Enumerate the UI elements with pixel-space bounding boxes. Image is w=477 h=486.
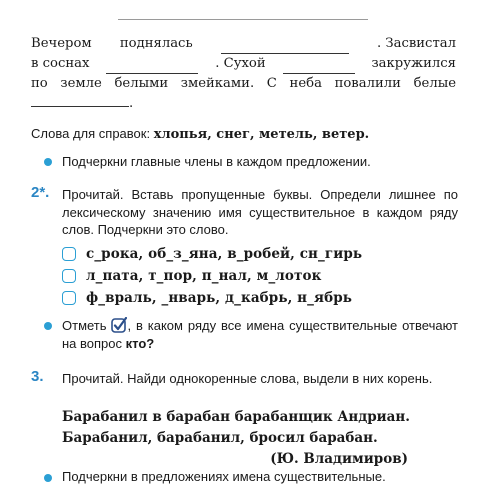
checkbox-3[interactable] bbox=[62, 291, 76, 305]
text-line-3: по земле белыми змейками. С неба повалили белые bbox=[31, 76, 456, 91]
blank-1[interactable] bbox=[221, 41, 349, 54]
checkbox-1[interactable] bbox=[62, 247, 76, 261]
text-line-1: Вечером поднялась . Засвистал bbox=[31, 34, 456, 54]
task-3-text: Прочитай. Найди однокоренные слова, выдели в них корень. bbox=[62, 371, 433, 386]
blank-4[interactable] bbox=[31, 94, 129, 107]
instruction-nouns: Подчеркни в предложениях имена существительные. bbox=[62, 469, 386, 484]
task-2-number: 2*. bbox=[31, 184, 50, 201]
task-2-text: Прочитай. Вставь пропущенные буквы. Определи лишнее по лексическому значению имя существительное в каждом ряду слов. Подчеркни это слово. bbox=[62, 187, 458, 238]
bullet-icon bbox=[44, 474, 52, 482]
option-row-1 bbox=[62, 245, 362, 263]
reference-words: Слова для справок: хлопья, снег, метель, ветер. bbox=[31, 126, 370, 142]
exercise-text bbox=[31, 34, 456, 114]
poem-line-2: Барабанил, барабанил, бросил барабан. bbox=[62, 430, 378, 446]
bullet-icon bbox=[44, 322, 52, 330]
text-line-4: . bbox=[31, 94, 456, 114]
option-2-label: л_пата, т_пор, п_нал, м_лоток bbox=[86, 268, 322, 284]
task-3-number: 3. bbox=[31, 368, 44, 385]
blank-3[interactable] bbox=[283, 61, 355, 74]
top-rule bbox=[118, 19, 368, 20]
option-row-2 bbox=[62, 267, 321, 285]
option-1-label: с_рока, об_з_яна, в_робей, сн_гирь bbox=[86, 246, 363, 262]
poem-line-1: Барабанил в барабан барабанщик Андриан. bbox=[62, 409, 410, 425]
instruction-mark: Отметь , в каком ряду все имена существительные отвечают на вопрос кто? bbox=[62, 318, 458, 351]
option-row-3 bbox=[62, 289, 352, 307]
option-3-label: ф_враль, _нварь, д_кабрь, н_ябрь bbox=[86, 290, 352, 306]
checkmark-box-icon bbox=[111, 317, 127, 333]
checkbox-2[interactable] bbox=[62, 269, 76, 283]
instruction-underline: Подчеркни главные члены в каждом предложении. bbox=[62, 154, 371, 169]
bullet-icon bbox=[44, 158, 52, 166]
poem-author: (Ю. Владимиров) bbox=[270, 451, 408, 467]
text-line-2: в соснах . Сухой закружился bbox=[31, 54, 456, 74]
blank-2[interactable] bbox=[106, 61, 198, 74]
